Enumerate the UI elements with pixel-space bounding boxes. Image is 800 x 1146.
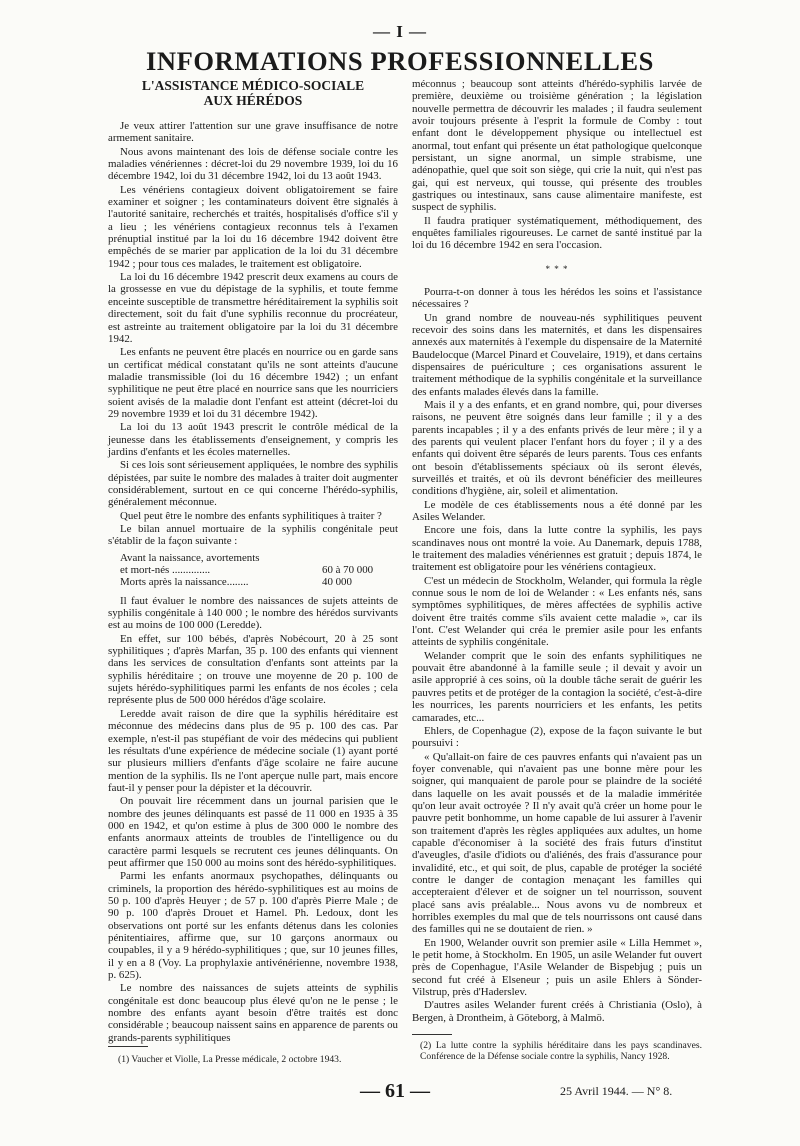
right-column bbox=[412, 78, 702, 1025]
section-title bbox=[108, 78, 398, 108]
paragraph: Ehlers, de Copenhague (2), expose de la façon suivante le but poursuivi : bbox=[412, 724, 702, 750]
paragraph: La loi du 16 décembre 1942 prescrit deux examens au cours de la grossesse en vue du dépistage de la syphilis, et toute femme enceinte susceptible de transmettre héréditairement la syphilis soit directement, soit du fait d'une syphilis reconnue du procréateur, est astreinte au traitement obligatoire par la loi du 31 décembre 1942. bbox=[108, 271, 398, 345]
paragraph: Les vénériens contagieux doivent obligatoirement se faire examiner et soigner ; les contaminateurs doivent être signalés à l'autorité sanitaire, recherchés et traités, hospitalisés d'office s'il y a lieu ; les vénériens contagieux reconnus tels à l'examen prénuptial institué par la loi du 16 décembre 1942 doivent être empêchés de se marier par application de la loi du 31 décembre 1942 ; pour tous ces malades, le traitement est obligatoire. bbox=[108, 183, 398, 270]
stats-label: Morts après la naissance........ bbox=[120, 576, 249, 589]
paragraph: En 1900, Welander ouvrit son premier asile « Lilla Hemmet », le petit home, à Stockholm. En 1905, un asile Welander fut ouvert près de Copenhague, l'Asile Welander de Bispebjug ; puis un second fut créé à Elseneur ; puis un asile Ehlers à Sönder-Vilstrup, près d'Haderslev. bbox=[412, 936, 702, 999]
page-mark: — I — bbox=[372, 22, 428, 41]
stats-label: et mort-nés .............. bbox=[120, 564, 211, 577]
stats-row bbox=[120, 552, 398, 564]
stats-row bbox=[120, 576, 398, 588]
stats-label: Avant la naissance, avortements bbox=[120, 551, 260, 564]
page-title: INFORMATIONS PROFESSIONNELLES bbox=[146, 46, 654, 76]
right-paragraphs-2 bbox=[412, 286, 702, 1024]
right-paragraphs bbox=[412, 78, 702, 252]
paragraph: Quel peut être le nombre des enfants syphilitiques à traiter ? bbox=[120, 509, 382, 522]
left-paragraphs-2 bbox=[108, 595, 398, 1044]
paragraph: Parmi les enfants anormaux psychopathes, délinquants ou criminels, la proportion des hérédo-syphilitiques est au moins de 50 p. 100 d'après Heuyer ; de 57 p. 100 d'après Pierre Male ; de 90 p. 100 d'après Drouet et Hamel. Ph. Ledoux, dont les observations ont porté sur les enfants détenus dans les colonies pénitentiaires, affirme que, sur 10 garçons anormaux ou coupables, il y a 9 hérédo-syphilitiques ; que, sur 10 jeunes filles, il y en a 8 (Voy. La prophylaxie antivénérienne, novembre 1938, p. 625). bbox=[108, 870, 398, 982]
section-separator: * * * bbox=[545, 263, 569, 274]
stats-value: 60 à 70 000 bbox=[322, 564, 374, 577]
footnote-right: (2) La lutte contre la syphilis héréditaire dans les pays scandinaves. Conférence de la Défense sociale contre la syphilis, Nancy 1928. bbox=[420, 1040, 702, 1062]
paragraph: On pouvait lire récemment dans un journal parisien que le nombre des jeunes délinquants est passé de 11 000 en 1935 à 35 000 en 1942, et qu'on estime à plus de 300 000 le nombre des enfants anormaux atteints de troubles de l'intelligence ou du caractère parmi lesquels se recrutent ces jeunes délinquants. On peut affirmer que 150 000 au moins sont des hérédo-syphilitiques. bbox=[108, 795, 398, 869]
paragraph: Le modèle de ces établissements nous a été donné par les Asiles Welander. bbox=[412, 498, 702, 523]
stats-value: 40 000 bbox=[322, 576, 352, 589]
paragraph: Leredde avait raison de dire que la syphilis héréditaire est méconnue des médecins dans plus de 95 p. 100 des cas. Par exemple, n'est-il pas stupéfiant de voir des médecins qui publient les résultats d'une expérience de médecine sociale (1) ayant porté sur plusieurs milliers d'enfants d'âge scolaire ne faire aucune mention de la syphilis. Ils ne l'ont aperçue nulle part, mais encore faut-il y penser pour la dépister et la découvrir. bbox=[108, 707, 398, 794]
paragraph: D'autres asiles Welander furent créés à Christiania (Oslo), à Bergen, à Drontheim, à Göteborg, à Malmö. bbox=[412, 999, 702, 1024]
paragraph: En effet, sur 100 bébés, d'après Nobécourt, 20 à 25 sont syphilitiques ; d'après Marfan, 35 p. 100 des enfants qui viennent dans les services de consultation d'enfants sont atteints par la syphilis héréditaire ; on trouve une moyenne de 20 p. 100 de sujets hérédo-syphilitiques parmi les enfants de nos écoles ; cela représente plus de 500 000 hérédos d'âge scolaire. bbox=[108, 632, 398, 707]
paragraph: Le nombre des naissances de sujets atteints de syphilis congénitale est donc beaucoup plus élevé qu'on ne le pense ; le nombre des enfants ayant besoin d'être traités est donc considérable ; beaucoup naissent sains en apparence de parents ou grands-parents syphilitiques bbox=[108, 982, 398, 1044]
paragraph: Pourra-t-on donner à tous les hérédos les soins et l'assistance nécessaires ? bbox=[412, 285, 702, 311]
section-title-line1: L'ASSISTANCE MÉDICO-SOCIALE bbox=[141, 78, 365, 93]
paragraph: « Qu'allait-on faire de ces pauvres enfants qui n'avaient pas un foyer convenable, qui n'avaient pas une bonne mère pour les soigner, qui manquaient de parole pour se plaindre de la société dans laquelle on les avait poussés et de la maladie imméritée qu'on leur avait octroyée ? Il n'y avait qu'à créer un home pour le pauvre petit bonhomme, un home capable de lui assurer à l'avenir son traitement d'après les règles appliquées aux adultes, un home capable d'économiser à la société des frais futurs d'institut d'aveugles, d'asile d'idiots ou d'aliénés, des frais d'assurance pour invalidité, etc., et qui soit, de plus, capable de protéger la société contre le danger de contagion menaçant les familles qui accepteraient d'élever et de soigner un tel nourrisson, souvent placé sans avis préalable... Nous avons vu de nombreux et horribles exemples du mal que de tels nourrissons ont causé dans des familles qui ne se doutaient de rien. » bbox=[412, 750, 702, 936]
paragraph: Un grand nombre de nouveau-nés syphilitiques peuvent recevoir des soins dans les maternités, et dans les dispensaires annexés aux maternités à l'exemple du dispensaire de la Maternité Baudelocque (Marcel Pinard et Couvelaire, 1919), et dans certains dispensaires de puériculture ; ces organisations assurent le traitement méthodique de la syphilis congénitale et la surveillance des enfants malades élevés dans la famille. bbox=[412, 311, 702, 398]
paragraph: Welander comprit que le soin des enfants syphilitiques ne pouvait être abandonné à la famille seule ; il devait y avoir un asile approprié à ces soins, où la double tâche serait de guérir les pauvres petits et de protéger de la contagion la société, c'est-à-dire les nourrices, les parents nourriciers et les enfants, les petits camarades, etc... bbox=[412, 649, 702, 724]
left-paragraphs bbox=[108, 120, 398, 548]
paragraph: Nous avons maintenant des lois de défense sociale contre les maladies vénériennes : décret-loi du 29 novembre 1939, loi du 16 décembre 1942, loi du 31 décembre 1942, loi du 13 août 1943. bbox=[108, 145, 398, 183]
paragraph: Si ces lois sont sérieusement appliquées, le nombre des syphilis dépistées, par suite le nombre des malades à traiter doit augmenter considérablement, surtout en ce qui concerne l'hérédo-syphilis, généralement méconnue. bbox=[108, 459, 398, 509]
footnote-rule-left bbox=[108, 1046, 148, 1047]
stats-row bbox=[120, 564, 398, 576]
issue-date: 25 Avril 1944. — N° 8. bbox=[560, 1084, 673, 1098]
footnote-rule-right bbox=[412, 1034, 452, 1035]
paragraph: Les enfants ne peuvent être placés en nourrice ou en garde sans un certificat médical constatant qu'ils ne sont atteints d'aucune maladie transmissible (loi du 16 décembre 1942) ; un enfant syphilitique ne peut être placé en nourrice sans que les nourriciers soient avisés de la maladie dont l'enfant est atteint (décret-loi du 29 novembre 1939 et loi du 31 décembre 1942). bbox=[108, 346, 398, 420]
paragraph: Encore une fois, dans la lutte contre la syphilis, les pays scandinaves nous ont montré la voie. Au Danemark, depuis 1788, le traitement des maladies vénériennes est gratuit ; depuis 1874, le traitement est obligatoire pour les vénériens contagieux. bbox=[412, 524, 702, 574]
mortality-stats bbox=[120, 552, 398, 589]
paragraph: Il faudra pratiquer systématiquement, méthodiquement, des enquêtes familiales rigoureuses. Le carnet de santé institué par la loi du 16 décembre 1942 en sera l'occasion. bbox=[412, 214, 702, 252]
left-column bbox=[108, 78, 398, 1045]
footnote-left: (1) Vaucher et Violle, La Presse médicale, 2 octobre 1943. bbox=[118, 1054, 342, 1065]
paragraph: La loi du 13 août 1943 prescrit le contrôle médical de la jeunesse dans les établissements d'enseignement, y compris les jardins d'enfants et les écoles maternelles. bbox=[108, 421, 398, 458]
paragraph: Mais il y a des enfants, et en grand nombre, qui, pour diverses raisons, ne peuvent être soignés dans leur famille ; il y a des parents incapables ; il y a des enfants privés de leur mère ; il y a des parents qui veulent placer l'enfant hors du foyer ; il y a des enfants qui doivent être séparés de leurs parents. Tous ces enfants ont besoin d'établissements spéciaux où ils seront élevés, surveillés et traités, et où ils devront bénéficier des meilleures conditions d'hygiène, air, soleil et alimentation. bbox=[412, 398, 702, 498]
stats-value bbox=[322, 552, 398, 564]
paragraph: Je veux attirer l'attention sur une grave insuffisance de notre armement sanitaire. bbox=[108, 120, 398, 145]
page-number: — 61 — bbox=[360, 1080, 430, 1102]
paragraph: méconnus ; beaucoup sont atteints d'hérédo-syphilis larvée de première, deuxième ou troisième génération ; la législation nouvelle permettra de découvrir les malades ; il faudra seulement avoir toujours présente à l'esprit la formule de Comby : tout enfant dont le développement physique ou intellectuel est anormal, tout enfant qui présente un état pathologique quelconque persistant, un signe anormal, un simple strabisme, une adénopathie, quel que soit son siège, qui crie la nuit, qui n'est pas gai, qui est nerveux, qui tousse, qui présente des troubles gastriques ou intestinaux, sans cause alimentaire manifeste, est suspect de syphilis. bbox=[412, 78, 702, 214]
paragraph: Il faut évaluer le nombre des naissances de sujets atteints de syphilis congénitale à 140 000 ; le nombre des hérédos survivants est au moins de 100 000 (Leredde). bbox=[108, 594, 398, 632]
paragraph: Le bilan annuel mortuaire de la syphilis congénitale peut s'établir de la façon suivante : bbox=[108, 523, 398, 548]
paragraph: C'est un médecin de Stockholm, Welander, qui formula la règle connue sous le nom de loi de Welander : « Les enfants nés, sans symptômes syphilitiques, de mères affectées de syphilis active doivent être traités comme s'ils avaient cette maladie », car ils l'ont. C'est Welander qui créa le premier asile pour les enfants atteints de syphilis congénitale. bbox=[412, 574, 702, 649]
section-title-line2: AUX HÉRÉDOS bbox=[203, 93, 303, 108]
